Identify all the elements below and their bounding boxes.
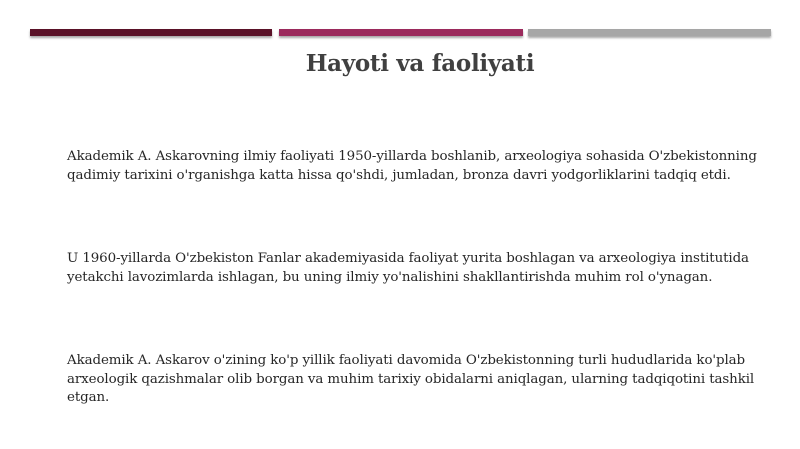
paragraph-1: Akademik A. Askarovning ilmiy faoliyati 1950-yillarda boshlanib, arxeologiya sohasida O'zbekistonning qadimiy tarixini o'rganishga katta hissa qo'shdi, jumladan, bronza davri yodgorliklarini tadqiq etdi. bbox=[67, 149, 757, 183]
paragraph-3: Akademik A. Askarov o'zining ko'p yillik faoliyati davomida O'zbekistonning turli hududlarida ko'plab arxeologik qazishmalar olib borgan va muhim tarixiy obidalarni aniqlagan, ularning tadqiqotini tashkil etgan. bbox=[67, 353, 755, 405]
accent-bar-magenta bbox=[279, 29, 523, 36]
paragraph-2: U 1960-yillarda O'zbekiston Fanlar akademiyasida faoliyat yurita boshlagan va arxeologiya institutida yetakchi lavozimlarda ishlagan, bu uning ilmiy yo'nalishini shakllantirishda muhim rol o'ynagan. bbox=[67, 251, 749, 285]
slide-title: Hayoti va faoliyati bbox=[305, 50, 535, 77]
header-accent-bars bbox=[30, 29, 771, 38]
accent-bar-gray bbox=[528, 29, 771, 36]
accent-bar-dark-maroon bbox=[30, 29, 272, 36]
